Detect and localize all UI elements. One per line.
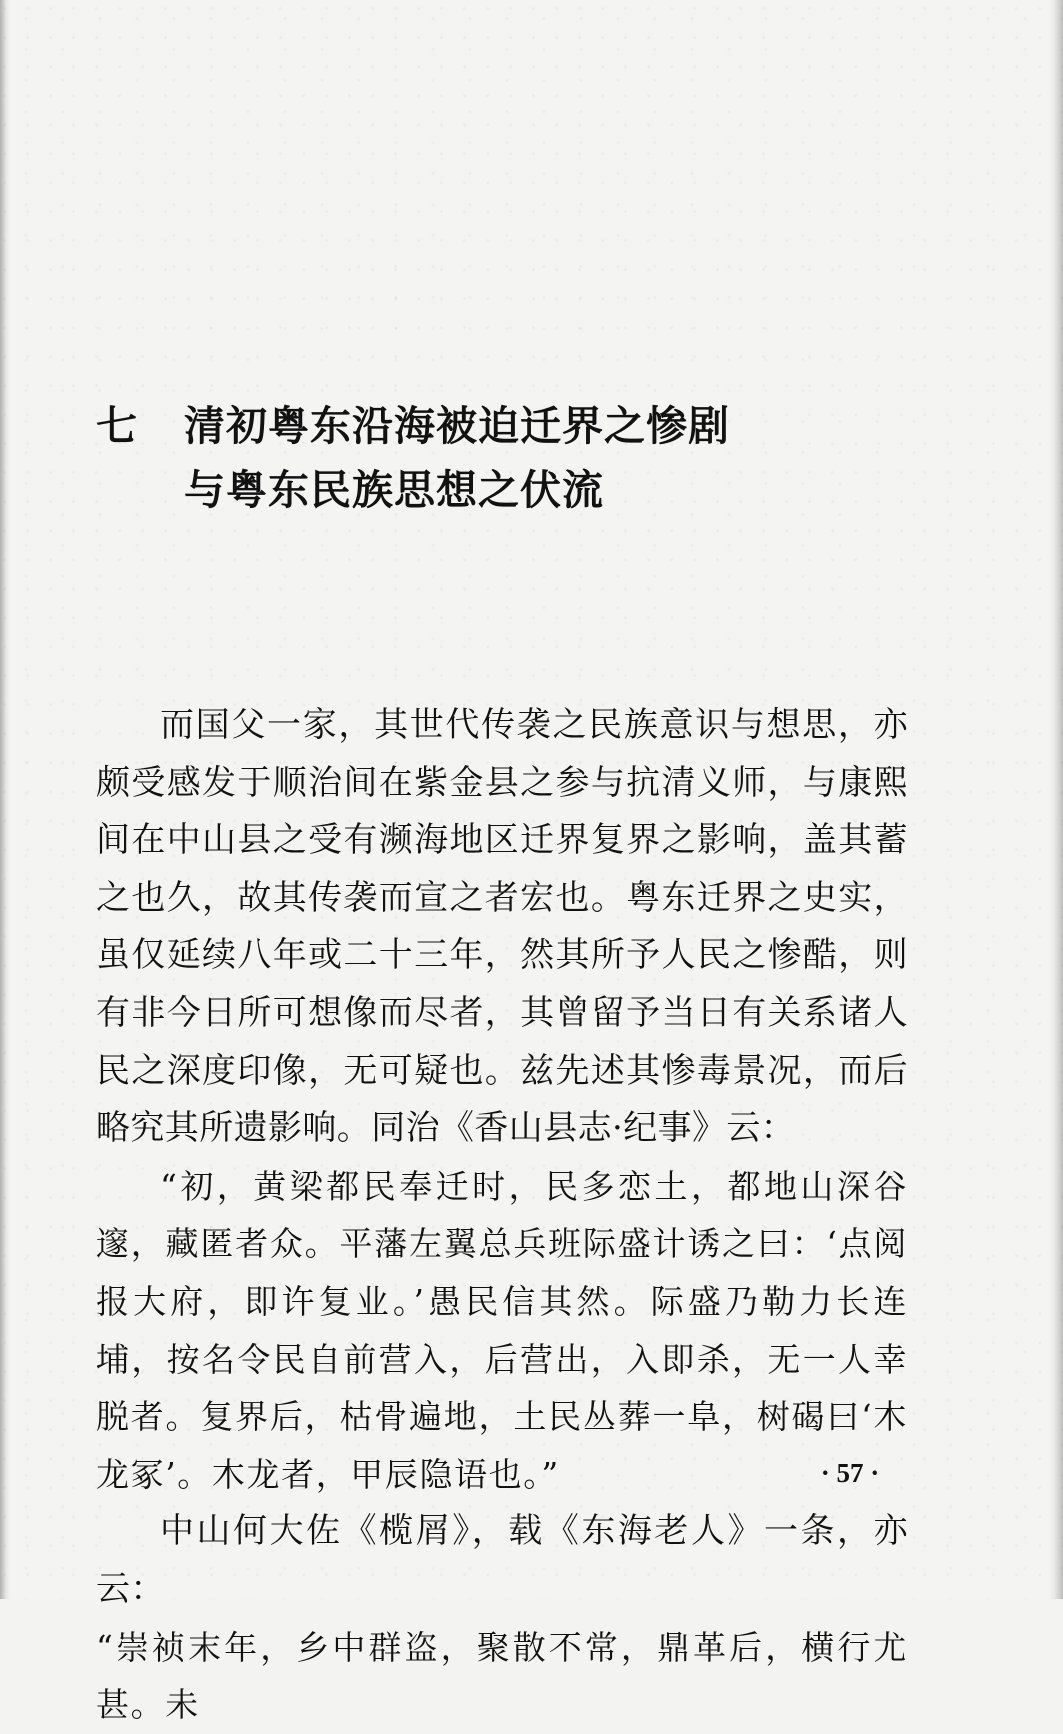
chapter-number: 七 (96, 402, 138, 450)
quote-donghai-laoren: “崇祯末年，乡中群盗，聚散不常，鼎革后，横行尤甚。未 (96, 1627, 908, 1725)
page-number: · 57 · (820, 1458, 880, 1488)
chapter-heading (96, 394, 856, 522)
chapter-title-line-1: 清初粤东沿海被迫迁界之惨剧 (184, 402, 730, 450)
paragraph-lanxie: 中山何大佐《榄屑》，载《东海老人》一条，亦云： (96, 1511, 908, 1609)
page-right-shadow (1049, 0, 1063, 1599)
chapter-title-line-2: 与粤东民族思想之伏流 (184, 466, 604, 514)
quote-xiangshan-gazetteer: “初，黄梁都民奉迁时，民多恋土，都地山深谷邃，藏匿者众。平藩左翼总兵班际盛计诱之曰：‘点阅报大府，即许复业。’愚民信其然。际盛乃勒力长连埔，按名令民自前营入，后营出，入即杀，无一人幸脱者。复界后，枯骨遍地，土民丛葬一阜，树碣曰‘木龙冢’。木龙者，甲辰隐语也。” (96, 1166, 908, 1494)
body-text (96, 697, 908, 1734)
paragraph-intro: 而国父一家，其世代传袭之民族意识与想思，亦颇受感发于顺治间在紫金县之参与抗清义师，与康熙间在中山县之受有濒海地区迁界复界之影响，盖其蓄之也久，故其传袭而宣之者宏也。粤东迁界之史实，虽仅延续八年或二十三年，然其所予人民之惨酷，则有非今日所可想像而尽者，其曾留予当日有关系诸人民之深度印像，无可疑也。兹先述其惨毒景况，而后略究其所遗影响。同治《香山县志·纪事》云： (96, 705, 908, 1149)
page-left-shadow (0, 0, 10, 1599)
